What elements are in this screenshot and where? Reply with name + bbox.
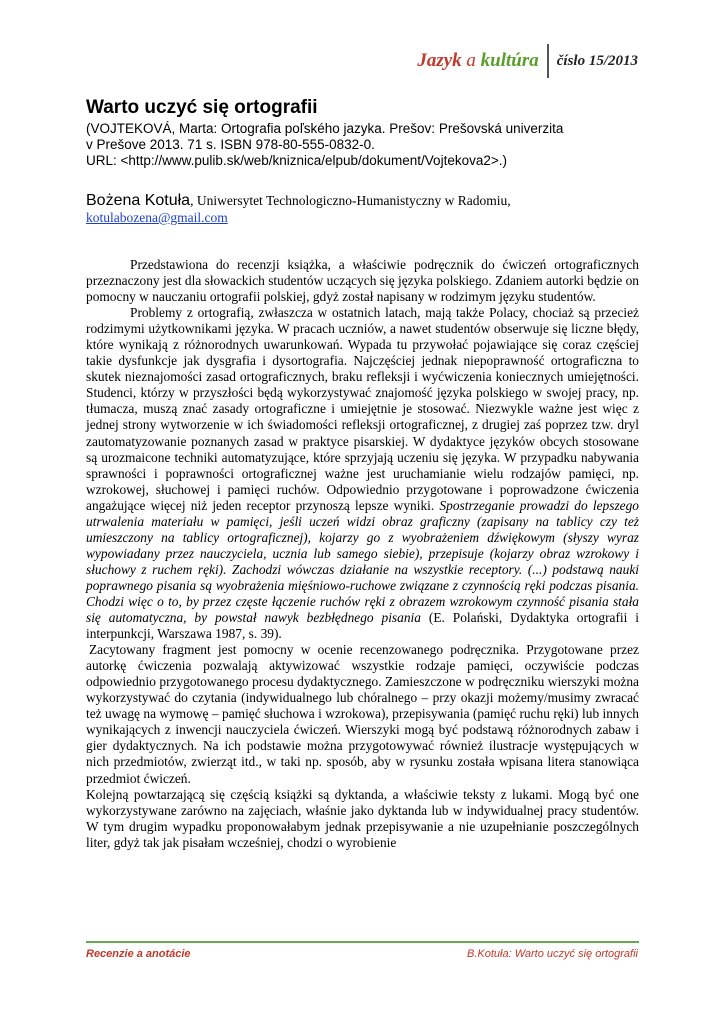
author-name: Bożena Kotuła: [86, 192, 191, 209]
journal-word-jazyk: Jazyk: [417, 50, 462, 71]
footer-running-title: B.Kotuła: Warto uczyć się ortografii: [467, 948, 638, 960]
journal-word-kultura: kultúra: [480, 50, 539, 71]
masthead: [417, 44, 638, 78]
footer-section-label: Recenzie a anotácie: [86, 948, 191, 960]
author-email-link[interactable]: kotulabozena@gmail.com: [86, 210, 228, 225]
article-title: Warto uczyć się ortografii: [86, 97, 318, 118]
biblio-line-1: (VOJTEKOVÁ, Marta: Ortografia poľského jazyka. Prešov: Prešovská univerzita: [86, 121, 564, 136]
paragraph-2: [86, 305, 639, 642]
journal-name: [417, 50, 546, 72]
issue-number: číslo 15/2013: [556, 52, 638, 69]
author-block: [86, 192, 646, 226]
quote-citation: (E. Polański, Dydaktyka ortografii i interpunkcji, Warszawa 1987, s. 39).: [86, 610, 640, 642]
paragraph-1: Przedstawiona do recenzji książka, a właściwie podręcznik do ćwiczeń ortograficznych przeznaczony jest dla słowackich studentów uczących się języka polskiego. Zdaniem autorki będzie on pomocny w nauczaniu ortografii polskiej, gdyż został napisany w rodzimym języku studentów.: [86, 257, 639, 305]
title-block: [86, 97, 646, 169]
author-affiliation: , Uniwersytet Technologiczno-Humanistyczny w Radomiu,: [190, 193, 511, 208]
article-body: [86, 257, 639, 851]
paragraph-2-text: Problemy z ortografią, zwłaszcza w ostatnich latach, mają także Polacy, chociaż są przecież rodzimymi użytkownikami języka. W pracach uczniów, a nawet studentów obserwuje się liczne błędy, które wynikają z różnorodnych uwarunkowań. Wypada tu przywołać pojawiające się coraz częściej takie dysfunkcje jak dysgrafia i dysortografia. Najczęściej jednak niepoprawność ortograficzna to skutek nieznajomości zasad ortograficznych, braku refleksji i wyćwiczenia koniecznych umiejętności. Studenci, którzy w przyszłości będą wykorzystywać znajomość języka polskiego w swojej pracy, np. tłumacza, muszą znać zasady ortograficzne i umiejętnie je stosować. Niezwykle ważne jest więc z jednej strony wytworzenie w ich świadomości refleksji ortograficznej, z drugiej zaś poprzez tzw. dryl zautomatyzowanie poznanych zasad w praktyce pisarskiej. W dydaktyce języków obcych stosowane są urozmaicone techniki automatyzujące, które sprzyjają uczeniu się języka. W przypadku nabywania sprawności i poprawności ortograficznej ważne jest uruchamianie wielu rodzajów pamięci, np. wzrokowej, słuchowej i pamięci ruchów. Odpowiednio przygotowane i poprowadzone ćwiczenia angażujące więcej niż jeden receptor przynoszą lepsze wyniki.: [86, 305, 639, 513]
biblio-line-3: URL: <http://www.pulib.sk/web/kniznica/elpub/dokument/Vojtekova2>.): [86, 153, 507, 168]
paragraph-3: Zacytowany fragment jest pomocny w ocenie recenzowanego podręcznika. Przygotowane przez autorkę ćwiczenia pozwalają aktywizować wszystkie rodzaje pamięci, oczywiście podczas odpowiednio przygotowanego procesu dydaktycznego. Zamieszczone w podręczniku wierszyki można wykorzystywać do czytania (indywidualnego lub chóralnego – przy okazji możemy/musimy zwracać też uwagę na wymowę – pamięć słuchowa i wzrokowa), przepisywania (pamięć ruchu ręki) lub innych wynikających z inwencji nauczyciela ćwiczeń. Wierszyki mogą być podstawą różnorodnych zabaw i gier dydaktycznych. Na ich podstawie można przygotowywać również ilustracje występujących w nich przedmiotów, zwierząt itd., w taki np. sposób, aby w rysunku została wpisana litera stanowiąca przedmiot ćwiczeń.: [86, 642, 639, 786]
journal-word-a: a: [466, 50, 476, 71]
quote-italic: Spostrzeganie prowadzi do lepszego utrwalenia materiału w pamięci, jeśli uczeń widzi obraz graficzny (zapisany na tablicy czy też umieszczony na tablicy ortograficznej), kojarzy go z wyobrażeniem dźwiękowym (słyszy wyraz wypowiadany przez nauczyciela, ucznia lub samego siebie), przepisuje (kojarzy obraz wzrokowy i słuchowy z ruchem ręki). Zachodzi wówczas działanie na wszystkie receptory. (...) podstawą nauki poprawnego pisania są wyobrażenia mięśniowo-ruchowe związane z czynnością ręki podczas pisania. Chodzi więc o to, by przez częste łączenie ruchów ręki z obrazem wzrokowym czynność pisania stała się automatyczna, by powstał nawyk bezbłędnego pisania: [86, 497, 639, 626]
paragraph-4: Kolejną powtarzającą się częścią książki są dyktanda, a właściwie teksty z lukami. Mogą być one wykorzystywane zarówno na zajęciach, właśnie jako dyktanda lub w indywidualnej pracy studentów. W tym drugim wypadku proponowałabym jednak przepisywanie a nie uzupełnianie poszczególnych liter, gdyż tak jak pisałam wcześniej, chodzi o wyrobienie: [86, 786, 639, 850]
footer-rule: [86, 941, 639, 943]
biblio-line-2: v Prešove 2013. 71 s. ISBN 978-80-555-0832-0.: [86, 137, 375, 152]
